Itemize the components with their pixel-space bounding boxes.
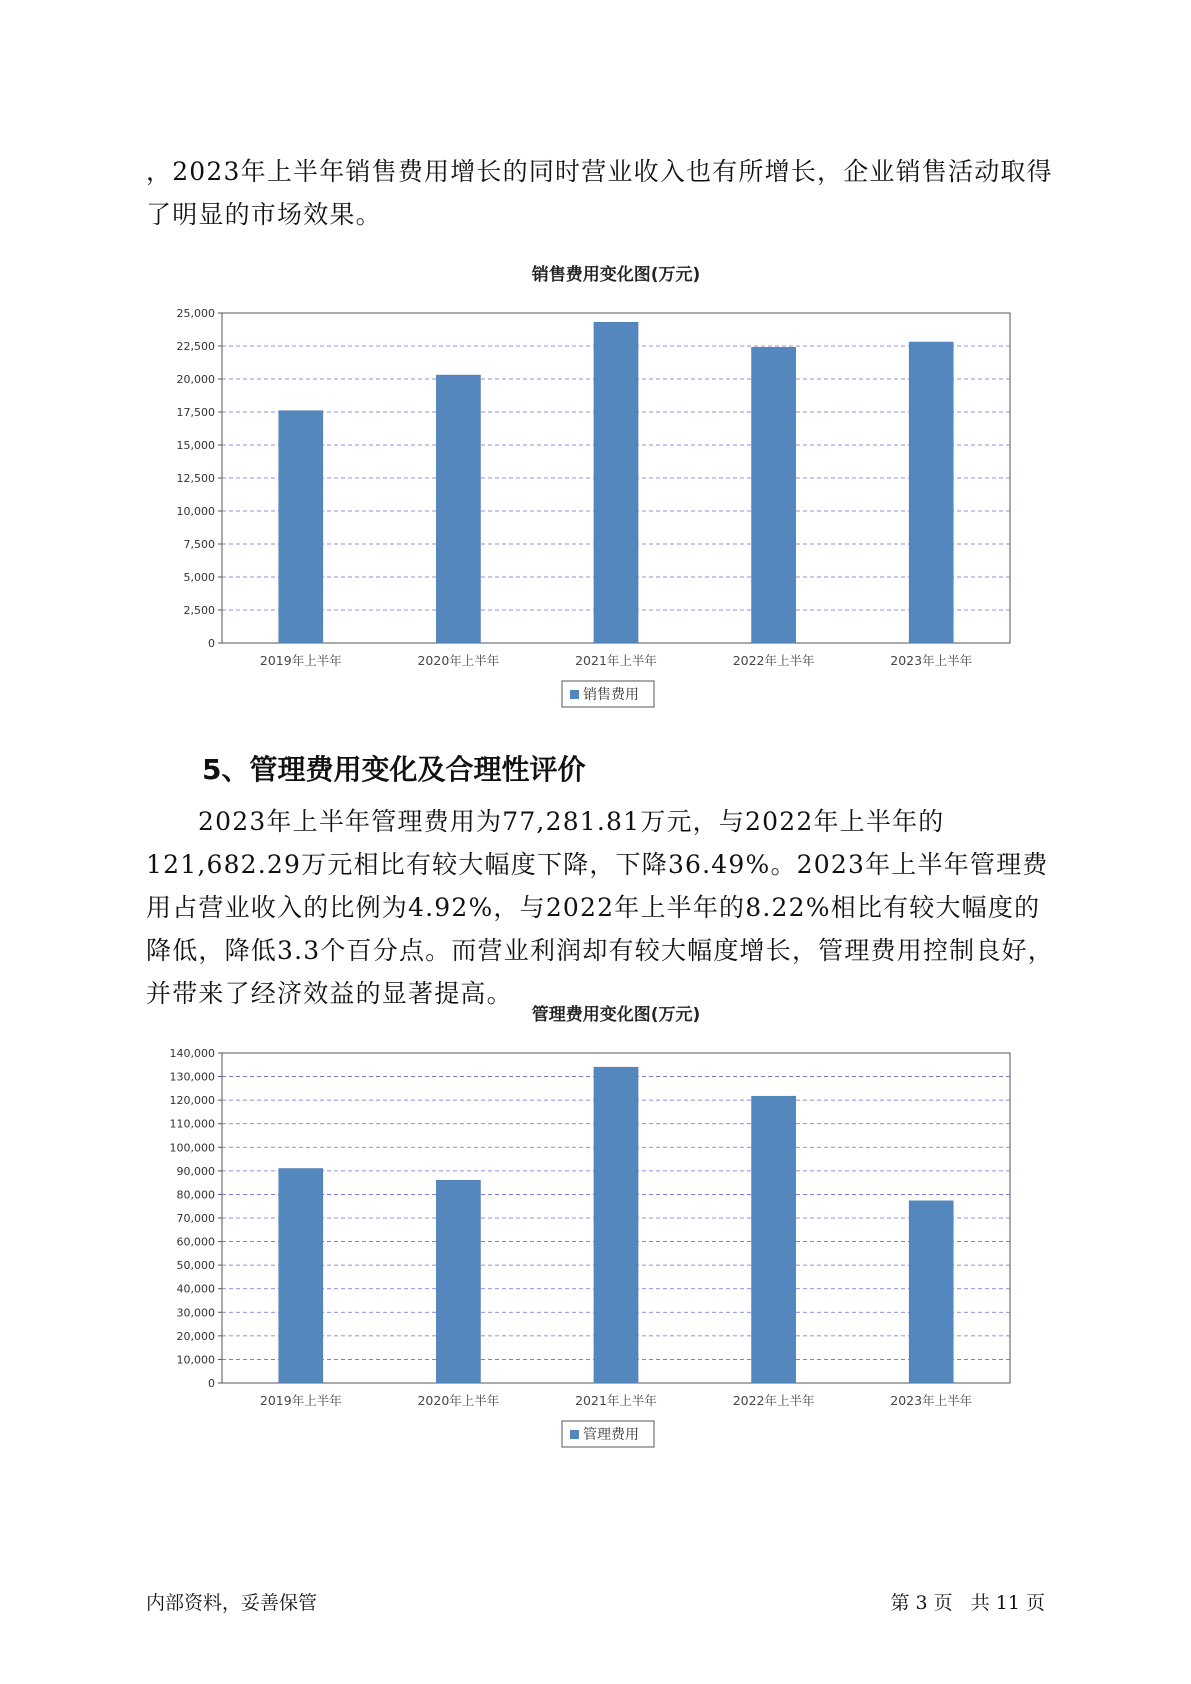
y-tick-label: 130,000 — [169, 1070, 215, 1084]
legend-swatch — [570, 690, 579, 699]
y-tick-label: 90,000 — [176, 1164, 215, 1178]
legend — [562, 681, 654, 707]
x-tick-label: 2021年上半年 — [575, 653, 657, 668]
footer-confidential-note: 内部资料，妥善保管 — [146, 1592, 318, 1614]
y-tick-label: 80,000 — [176, 1188, 215, 1202]
y-tick-label: 20,000 — [176, 1329, 215, 1343]
management-expense-chart-svg — [0, 980, 1191, 1443]
y-tick-label: 40,000 — [176, 1282, 215, 1296]
y-tick-label: 15,000 — [176, 439, 215, 452]
chart-title: 管理费用变化图(万元) — [531, 1005, 701, 1025]
y-tick-label: 25,000 — [176, 307, 215, 320]
management-expense-paragraph: 2023年上半年管理费用为77,281.81万元，与2022年上半年的121,682.29万元相比有较大幅度下降，下降36.49%。2023年上半年管理费用占营业收入的比例为4.92%，与2022年上半年的8.22%相比有较大幅度的降低，降低3.3个百分点。而营业利润却有较大幅度增长，管理费用控制良好，并带来了经济效益的显著提高。 — [146, 807, 1054, 1008]
bar — [436, 1180, 480, 1383]
y-tick-label: 22,500 — [176, 340, 215, 353]
y-tick-label: 140,000 — [169, 1047, 215, 1060]
bar — [909, 1201, 953, 1383]
x-tick-label: 2023年上半年 — [890, 653, 973, 668]
legend-swatch — [570, 1430, 579, 1439]
x-tick-label: 2019年上半年 — [259, 653, 342, 668]
x-tick-label: 2023年上半年 — [890, 1393, 973, 1408]
y-tick-label: 60,000 — [176, 1235, 215, 1249]
legend — [562, 1421, 654, 1447]
y-tick-label: 7,500 — [183, 538, 215, 551]
legend-label: 管理费用 — [583, 1427, 639, 1443]
y-tick-label: 17,500 — [176, 406, 215, 419]
bar — [436, 375, 480, 643]
bar — [594, 322, 638, 643]
y-tick-label: 100,000 — [169, 1141, 215, 1155]
sales-expense-chart — [0, 240, 1191, 703]
bar — [594, 1067, 638, 1383]
y-tick-label: 30,000 — [176, 1306, 215, 1320]
x-tick-label: 2022年上半年 — [732, 653, 815, 668]
y-tick-label: 0 — [208, 637, 215, 650]
x-tick-label: 2021年上半年 — [575, 1393, 657, 1408]
footer-page-number: 第 3 页 共 11 页 — [890, 1592, 1045, 1614]
y-tick-label: 120,000 — [169, 1094, 215, 1108]
y-tick-label: 5,000 — [183, 571, 215, 584]
intro-paragraph: ，2023年上半年销售费用增长的同时营业收入也有所增长，企业销售活动取得了明显的市场效果。 — [146, 157, 1053, 229]
bar — [752, 1096, 796, 1383]
y-tick-label: 70,000 — [176, 1212, 215, 1225]
sales-expense-chart-svg — [0, 240, 1191, 703]
y-tick-label: 10,000 — [176, 1353, 215, 1367]
y-tick-label: 10,000 — [176, 505, 215, 518]
bar — [279, 1169, 323, 1384]
x-tick-label: 2020年上半年 — [417, 1393, 500, 1408]
bar — [752, 347, 796, 643]
management-expense-chart — [0, 980, 1191, 1443]
y-tick-label: 50,000 — [176, 1259, 215, 1273]
section-heading: 5、管理费用变化及合理性评价 — [202, 753, 586, 786]
y-tick-label: 12,500 — [176, 472, 215, 485]
legend-label: 销售费用 — [583, 687, 639, 703]
x-tick-label: 2022年上半年 — [732, 1393, 815, 1408]
chart-title: 销售费用变化图(万元) — [531, 265, 701, 285]
y-tick-label: 20,000 — [176, 373, 215, 386]
y-tick-label: 0 — [208, 1377, 215, 1390]
bar — [909, 342, 953, 643]
x-tick-label: 2020年上半年 — [417, 653, 500, 668]
x-tick-label: 2019年上半年 — [259, 1393, 342, 1408]
y-tick-label: 110,000 — [169, 1117, 215, 1131]
y-tick-label: 2,500 — [183, 604, 215, 617]
bar — [279, 411, 323, 643]
